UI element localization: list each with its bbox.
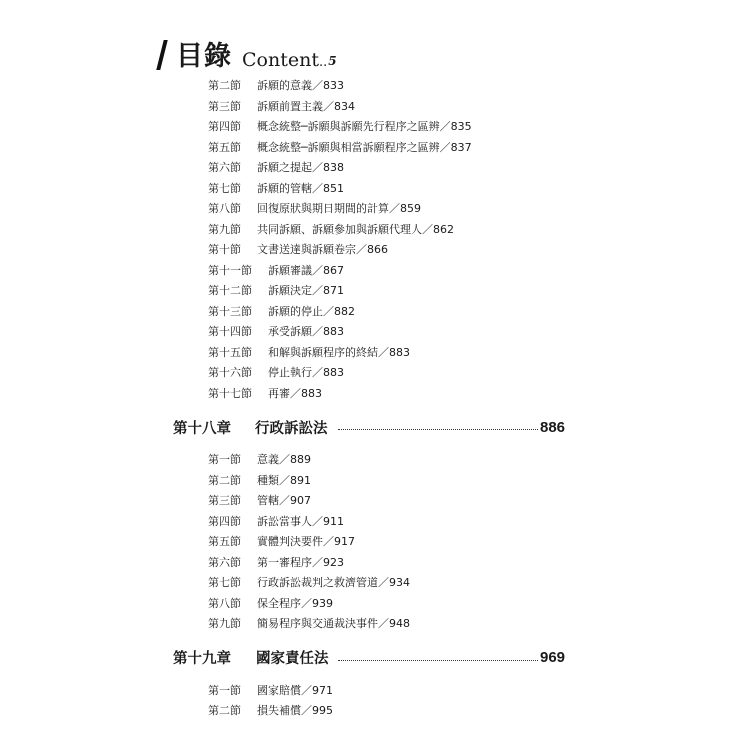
- top-section-list: [0, 76, 750, 404]
- section-number: 第二節: [208, 704, 241, 717]
- section-number: 第八節: [208, 596, 241, 610]
- toc-entry[interactable]: [0, 240, 750, 261]
- section-number: 第十節: [208, 243, 241, 256]
- toc-entry[interactable]: [0, 322, 750, 343]
- toc-entry[interactable]: [0, 97, 750, 118]
- section-number: 第一節: [208, 683, 241, 697]
- toc-entry[interactable]: [0, 532, 750, 553]
- section-title: 國家賠償／971: [257, 683, 333, 697]
- toc-entry[interactable]: [0, 281, 750, 302]
- section-number: 第二節: [208, 473, 241, 487]
- section-title: 停止執行／883: [268, 366, 344, 379]
- toc-entry[interactable]: [0, 76, 750, 97]
- toc-entry[interactable]: [0, 343, 750, 364]
- dot-leader: [338, 660, 538, 661]
- toc-entry[interactable]: [0, 450, 750, 471]
- section-number: 第十七節: [208, 386, 252, 400]
- toc-entry[interactable]: [0, 138, 750, 159]
- chapter-number: 第十八章: [173, 420, 231, 437]
- section-title: 種類／891: [257, 473, 311, 487]
- section-title: 共同訴願、訴願參加與訴願代理人／862: [257, 222, 454, 236]
- section-number: 第二節: [208, 79, 241, 92]
- section-number: 第五節: [208, 140, 241, 154]
- section-title: 回復原狀與期日期間的計算／859: [257, 202, 421, 215]
- toc-entry[interactable]: [0, 363, 750, 384]
- section-number: 第八節: [208, 202, 241, 215]
- chapter-19-sections: [0, 681, 750, 722]
- chapter-number: 第十九章: [173, 651, 231, 667]
- section-title: 訴願的意義／833: [257, 79, 344, 92]
- chapter-18-sections: [0, 450, 750, 635]
- section-title: 概念統整─訴願與訴願先行程序之區辨／835: [257, 120, 472, 133]
- section-number: 第十二節: [208, 284, 252, 297]
- section-number: 第七節: [208, 181, 241, 195]
- chapter-page: 886: [540, 418, 566, 436]
- section-number: 第六節: [208, 555, 241, 569]
- toc-entry[interactable]: [0, 681, 750, 702]
- toc-entry[interactable]: [0, 701, 750, 722]
- section-number: 第十一節: [208, 263, 252, 277]
- section-title: 訴願之提起／838: [257, 161, 344, 174]
- toc-entry[interactable]: [0, 158, 750, 179]
- section-title: 管轄／907: [257, 494, 311, 507]
- toc-entry[interactable]: [0, 573, 750, 594]
- toc-entry[interactable]: [0, 614, 750, 635]
- title-english: Content: [242, 49, 319, 71]
- section-number: 第四節: [208, 514, 241, 528]
- section-title: 文書送達與訴願卷宗／866: [257, 243, 388, 256]
- section-number: 第一節: [208, 453, 241, 466]
- toc-entry[interactable]: [0, 179, 750, 200]
- toc-list: [0, 76, 750, 722]
- section-title: 訴願的管轄／851: [257, 181, 344, 195]
- section-title: 行政訴訟裁判之救濟管道／934: [257, 576, 410, 589]
- slash-mark: [156, 40, 167, 70]
- section-number: 第十三節: [208, 304, 252, 318]
- section-title: 和解與訴願程序的終結／883: [268, 345, 410, 359]
- toc-entry[interactable]: [0, 594, 750, 615]
- section-title: 簡易程序與交通裁決事件／948: [257, 617, 410, 630]
- page-number: 5: [328, 54, 337, 68]
- title-chinese: 目錄: [176, 41, 232, 72]
- section-number: 第三節: [208, 99, 241, 113]
- section-title: 實體判決要件／917: [257, 535, 355, 548]
- toc-entry[interactable]: [0, 220, 750, 241]
- section-title: 概念統整─訴願與相當訴願程序之區辨／837: [257, 140, 472, 154]
- section-number: 第六節: [208, 161, 241, 174]
- section-number: 第九節: [208, 617, 241, 630]
- section-number: 第十五節: [208, 345, 252, 359]
- title-dots: ..: [318, 55, 328, 70]
- section-number: 第十六節: [208, 366, 252, 379]
- dot-leader: [338, 429, 538, 430]
- section-number: 第九節: [208, 222, 241, 236]
- chapter-page: 969: [540, 649, 566, 666]
- toc-entry[interactable]: [0, 199, 750, 220]
- chapter-18-heading[interactable]: [0, 412, 750, 442]
- toc-entry[interactable]: [0, 491, 750, 512]
- section-number: 第七節: [208, 576, 241, 589]
- section-title: 訴願審議／867: [268, 263, 344, 277]
- section-title: 保全程序／939: [257, 596, 333, 610]
- section-title: 再審／883: [268, 386, 322, 400]
- section-title: 損失補償／995: [257, 704, 333, 717]
- section-title: 承受訴願／883: [268, 325, 344, 338]
- section-number: 第五節: [208, 535, 241, 548]
- toc-entry[interactable]: [0, 471, 750, 492]
- section-number: 第三節: [208, 494, 241, 507]
- chapter-title: 國家責任法: [256, 651, 329, 667]
- chapter-19-heading[interactable]: [0, 643, 750, 673]
- toc-entry[interactable]: [0, 117, 750, 138]
- section-title: 第一審程序／923: [257, 555, 344, 569]
- section-title: 訴願的停止／882: [268, 304, 355, 318]
- chapter-title: 行政訴訟法: [255, 420, 328, 437]
- toc-entry[interactable]: [0, 384, 750, 405]
- section-title: 訴願前置主義／834: [257, 99, 355, 113]
- section-title: 訴願決定／871: [268, 284, 344, 297]
- section-title: 訴訟當事人／911: [257, 514, 344, 528]
- section-number: 第十四節: [208, 325, 252, 338]
- toc-entry[interactable]: [0, 302, 750, 323]
- toc-entry[interactable]: [0, 261, 750, 282]
- toc-entry[interactable]: [0, 553, 750, 574]
- toc-header: [160, 40, 337, 74]
- toc-entry[interactable]: [0, 512, 750, 533]
- section-title: 意義／889: [257, 453, 311, 466]
- section-number: 第四節: [208, 120, 241, 133]
